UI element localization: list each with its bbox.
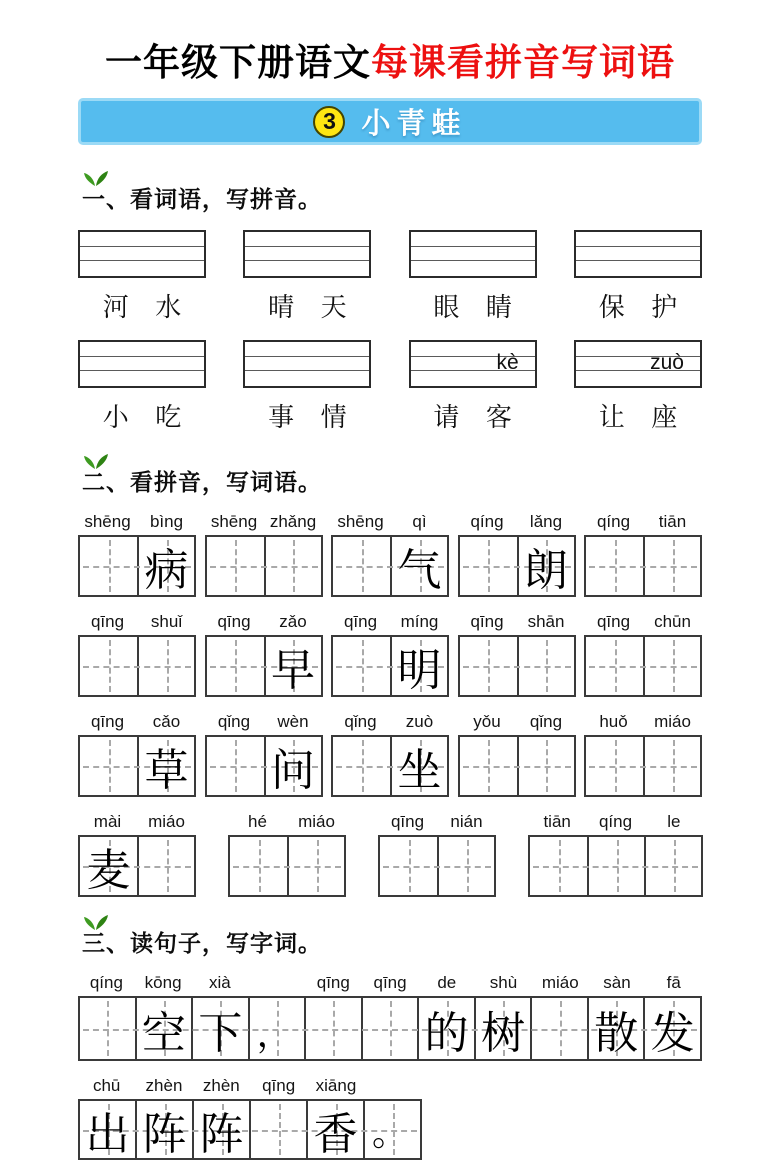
pinyin-word-item [78, 512, 196, 597]
writing-cell [287, 837, 344, 895]
fourline-pinyin-box [409, 340, 537, 388]
writing-cell [586, 737, 643, 795]
writing-cell [437, 837, 494, 895]
pinyin-label: nián [450, 812, 483, 831]
character-answer: 发 [650, 1008, 695, 1058]
word-label: 事 情 [268, 403, 347, 432]
page-title-red: 每课看拼音写词语 [371, 42, 675, 83]
writing-cell [587, 998, 644, 1059]
writing-cell [643, 537, 700, 595]
writing-cell [80, 1101, 135, 1158]
word-label: 眼 睛 [433, 293, 512, 322]
pinyin-label: kōng [144, 973, 182, 992]
writing-cell [137, 537, 194, 595]
punctuation-mark: ， [256, 1014, 293, 1054]
pinyin-label: qīng [217, 612, 251, 631]
writing-cell [264, 637, 321, 695]
pinyin-word-item [331, 612, 449, 697]
character-writing-grid [584, 635, 702, 697]
character-answer: 草 [144, 746, 189, 795]
pinyin-label-row [205, 712, 323, 732]
pinyin-word-item [205, 612, 323, 697]
pinyin-label: qīng [90, 612, 125, 631]
writing-cell [530, 837, 587, 895]
page-title [78, 32, 702, 86]
writing-cell [248, 998, 305, 1059]
pinyin-label: shù [489, 973, 518, 992]
pinyin-label-row [378, 812, 496, 832]
writing-cell [192, 1101, 249, 1158]
writing-cell [517, 637, 574, 695]
writing-cell [644, 837, 701, 895]
pinyin-label: shān [527, 612, 565, 631]
pinyin-answer-text: zuò [650, 350, 684, 374]
writing-cell [333, 737, 390, 795]
section3-heading-text: 三、读句子，写字词。 [82, 930, 322, 956]
character-answer: 阵 [199, 1109, 244, 1159]
character-writing-grid [378, 835, 496, 897]
pinyin-label-row [331, 612, 449, 632]
writing-cell [249, 1101, 306, 1158]
pinyin-label: zhèn [145, 1076, 183, 1095]
pinyin-label-row [78, 973, 702, 993]
pinyin-label-row [331, 712, 449, 732]
writing-cell [530, 998, 587, 1059]
pinyin-label-row [458, 712, 576, 732]
writing-cell [80, 637, 137, 695]
word-label: 请 客 [433, 403, 512, 432]
character-writing-grid [78, 996, 702, 1061]
writing-cell [207, 537, 264, 595]
writing-cell [191, 998, 248, 1059]
writing-cell [306, 1101, 363, 1158]
character-answer: 明 [397, 646, 442, 695]
word-label: 让 座 [598, 403, 678, 432]
pinyin-word-item [528, 812, 703, 897]
character-writing-grid [331, 635, 449, 697]
pinyin-label: lǎng [529, 512, 563, 531]
pinyin-label-row [528, 812, 703, 832]
character-writing-grid [528, 835, 703, 897]
character-answer: 病 [144, 546, 189, 595]
pinyin-label: qíng [596, 512, 631, 531]
pinyin-label: chū [92, 1076, 121, 1095]
writing-cell [363, 1101, 420, 1158]
fourline-pinyin-box [243, 230, 371, 278]
pinyin-label: qǐng [217, 712, 251, 731]
pinyin-label: qīng [262, 1076, 296, 1095]
pinyin-label: shēng [84, 512, 131, 531]
section2-body [78, 512, 702, 897]
pinyin-word-item [584, 512, 702, 597]
word-label: 保 护 [598, 293, 678, 322]
writing-cell [390, 737, 447, 795]
pinyin-label: hé [248, 812, 267, 831]
fourline-pinyin-box [574, 340, 702, 388]
character-answer: 坐 [397, 746, 442, 795]
page-content [78, 32, 702, 1160]
character-answer: 早 [271, 646, 315, 695]
pinyin-label: huǒ [599, 712, 628, 731]
pinyin-label-row [458, 512, 576, 532]
character-writing-grid [78, 735, 196, 797]
writing-cell [264, 537, 321, 595]
character-answer: 阵 [142, 1109, 187, 1159]
sprout-icon [83, 166, 109, 193]
pinyin-label: zhǎng [269, 512, 317, 531]
word-pinyin-item [574, 340, 702, 434]
pinyin-label: qīng [390, 812, 425, 831]
word-pinyin-item [409, 340, 537, 434]
sprout-icon [83, 910, 109, 937]
character-answer: 下 [198, 1008, 243, 1058]
writing-cell [361, 998, 418, 1059]
pinyin-label: cǎo [152, 712, 181, 731]
character-answer: 出 [85, 1109, 130, 1159]
section2-heading [82, 464, 322, 497]
pinyin-label: sàn [603, 973, 631, 992]
character-answer: 树 [481, 1008, 526, 1058]
pinyin-label: miáo [298, 812, 335, 831]
pinyin-label: zhèn [202, 1076, 240, 1095]
pinyin-word-item [458, 612, 576, 697]
writing-cell [80, 737, 137, 795]
pinyin-label: qíng [470, 512, 504, 531]
pinyin-label: xià [208, 973, 231, 992]
pinyin-word-item [205, 512, 323, 597]
pinyin-label-row [584, 512, 702, 532]
pinyin-label: miáo [654, 712, 691, 731]
pinyin-label: qǐng [529, 712, 563, 731]
character-writing-grid [331, 535, 449, 597]
word-label: 晴 天 [268, 293, 347, 322]
section1-body [78, 230, 702, 434]
writing-cell [517, 537, 574, 595]
pinyin-label: wèn [277, 712, 309, 731]
writing-cell [207, 637, 264, 695]
pinyin-word-item [78, 812, 196, 897]
pinyin-label-row [78, 1076, 422, 1096]
writing-cell [643, 737, 700, 795]
writing-cell [207, 737, 264, 795]
pinyin-label: zǎo [279, 612, 307, 631]
writing-cell [333, 537, 390, 595]
word-label: 小 吃 [102, 403, 182, 432]
writing-cell [586, 637, 643, 695]
page-title-black: 一年级下册语文 [105, 42, 371, 83]
pinyin-word-row [78, 512, 702, 597]
pinyin-label-row [78, 512, 196, 532]
pinyin-label: qīng [90, 712, 125, 731]
writing-cell [460, 537, 517, 595]
section1-heading-text: 一、看词语，写拼音。 [82, 186, 322, 212]
character-answer: 气 [397, 546, 442, 595]
character-writing-grid [228, 835, 346, 897]
word-pinyin-item [243, 340, 371, 434]
sentence-line [78, 973, 702, 1061]
pinyin-label: shēng [337, 512, 384, 531]
pinyin-word-item [378, 812, 496, 897]
character-answer: 散 [594, 1008, 639, 1058]
writing-cell [137, 637, 194, 695]
pinyin-label: qīng [316, 973, 350, 992]
character-writing-grid [584, 535, 702, 597]
pinyin-label-row [205, 512, 323, 532]
pinyin-label-row [584, 612, 702, 632]
pinyin-box-row [78, 230, 702, 324]
character-writing-grid [458, 535, 576, 597]
writing-cell [135, 1101, 192, 1158]
pinyin-label: bìng [149, 512, 184, 531]
section3-body [78, 973, 702, 1160]
pinyin-label-row [78, 612, 196, 632]
fourline-pinyin-box [574, 230, 702, 278]
writing-cell [417, 998, 474, 1059]
character-answer: 朗 [524, 546, 568, 595]
writing-cell [643, 998, 700, 1059]
pinyin-label-row [78, 812, 196, 832]
lesson-number: 3 [323, 108, 336, 134]
writing-cell [137, 837, 194, 895]
character-writing-grid [584, 735, 702, 797]
pinyin-label: le [667, 812, 681, 831]
fourline-pinyin-box [78, 230, 206, 278]
pinyin-label-row [205, 612, 323, 632]
section2-heading-text: 二、看拼音，写词语。 [82, 469, 322, 495]
pinyin-answer-text: kè [496, 350, 519, 374]
character-answer: 空 [141, 1008, 186, 1058]
punctuation-mark: 。 [372, 1113, 409, 1153]
word-pinyin-item [78, 230, 206, 324]
character-writing-grid [78, 835, 196, 897]
character-writing-grid [78, 535, 196, 597]
pinyin-word-item [584, 612, 702, 697]
pinyin-label-row [78, 712, 196, 732]
writing-cell [80, 837, 137, 895]
pinyin-label: miáo [148, 812, 185, 831]
character-answer: 麦 [86, 846, 131, 895]
pinyin-label: qì [412, 512, 427, 531]
character-answer: 香 [313, 1109, 358, 1159]
pinyin-label [365, 1076, 422, 1096]
pinyin-word-item [458, 712, 576, 797]
lesson-number-badge [313, 106, 345, 138]
writing-cell [390, 537, 447, 595]
pinyin-label-row [584, 712, 702, 732]
pinyin-label: qīng [470, 612, 504, 631]
pinyin-label: zuò [405, 712, 434, 731]
pinyin-label: xiāng [315, 1076, 357, 1095]
pinyin-box-row [78, 340, 702, 434]
pinyin-label-row [331, 512, 449, 532]
writing-cell [460, 637, 517, 695]
worksheet-page [0, 32, 780, 1159]
writing-cell [390, 637, 447, 695]
character-writing-grid [78, 1099, 422, 1160]
writing-cell [380, 837, 437, 895]
writing-cell [517, 737, 574, 795]
pinyin-word-row [78, 612, 702, 697]
word-label: 河 水 [102, 293, 182, 322]
word-pinyin-item [574, 230, 702, 324]
writing-cell [264, 737, 321, 795]
pinyin-label: mài [93, 812, 122, 831]
pinyin-label: qīng [373, 973, 407, 992]
sprout-icon [83, 449, 109, 476]
pinyin-label-row [228, 812, 346, 832]
pinyin-label: shēng [210, 512, 258, 531]
section3-heading [82, 925, 322, 958]
word-pinyin-item [78, 340, 206, 434]
pinyin-label: qíng [598, 812, 633, 831]
writing-cell [80, 537, 137, 595]
pinyin-label: míng [400, 612, 439, 631]
pinyin-word-item [458, 512, 576, 597]
pinyin-word-item [228, 812, 346, 897]
writing-cell [333, 637, 390, 695]
pinyin-label: qīng [596, 612, 631, 631]
section1-heading [82, 181, 322, 214]
pinyin-word-item [78, 712, 196, 797]
fourline-pinyin-box [78, 340, 206, 388]
writing-cell [135, 998, 192, 1059]
pinyin-word-item [205, 712, 323, 797]
character-writing-grid [205, 535, 323, 597]
writing-cell [304, 998, 361, 1059]
pinyin-word-row [78, 812, 702, 897]
character-writing-grid [458, 735, 576, 797]
writing-cell [587, 837, 644, 895]
character-writing-grid [331, 735, 449, 797]
lesson-banner [78, 98, 702, 145]
pinyin-word-item [331, 712, 449, 797]
fourline-pinyin-box [409, 230, 537, 278]
character-writing-grid [458, 635, 576, 697]
writing-cell [80, 998, 135, 1059]
writing-cell [474, 998, 531, 1059]
writing-cell [643, 637, 700, 695]
character-answer: 问 [271, 746, 315, 795]
pinyin-word-row [78, 712, 702, 797]
pinyin-word-item [331, 512, 449, 597]
pinyin-label [248, 973, 305, 993]
writing-cell [460, 737, 517, 795]
pinyin-label-row [458, 612, 576, 632]
writing-cell [137, 737, 194, 795]
pinyin-label: yǒu [473, 712, 501, 731]
sentence-line [78, 1076, 702, 1160]
writing-cell [586, 537, 643, 595]
pinyin-label: qíng [89, 973, 123, 992]
fourline-pinyin-box [243, 340, 371, 388]
pinyin-label: tiān [658, 512, 687, 531]
word-pinyin-item [409, 230, 537, 324]
pinyin-label: qǐng [344, 712, 377, 731]
pinyin-label: qīng [343, 612, 378, 631]
character-writing-grid [205, 635, 323, 697]
pinyin-label: miáo [541, 973, 579, 992]
pinyin-label: fā [666, 973, 681, 992]
pinyin-word-item [78, 612, 196, 697]
character-writing-grid [78, 635, 196, 697]
lesson-title: 小青蛙 [361, 108, 467, 140]
pinyin-label: chūn [654, 612, 691, 631]
pinyin-word-item [584, 712, 702, 797]
character-writing-grid [205, 735, 323, 797]
pinyin-label: shuǐ [150, 612, 183, 631]
character-answer: 的 [424, 1008, 469, 1058]
writing-cell [230, 837, 287, 895]
word-pinyin-item [243, 230, 371, 324]
pinyin-label: de [437, 973, 457, 992]
pinyin-label: tiān [543, 812, 571, 831]
